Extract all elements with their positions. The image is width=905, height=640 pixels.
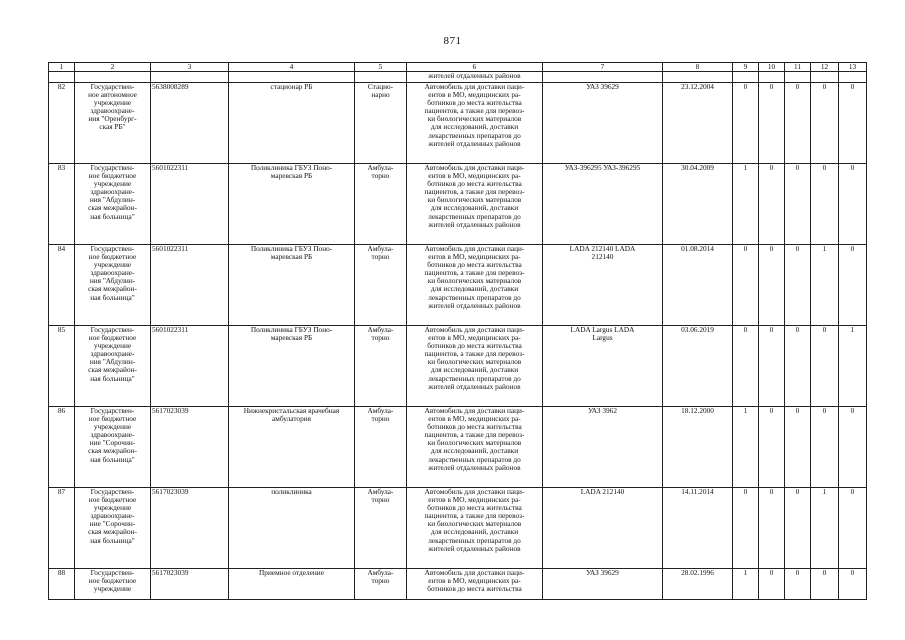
cell-organization: Государствен- ное бюджетное учреждение здравоохране- ние "Сорочин- ская межрайон- ная больница" xyxy=(75,488,151,569)
cell-col10: 0 xyxy=(759,488,785,569)
cell-col11: 0 xyxy=(785,83,811,164)
cell-number: 85 xyxy=(49,326,75,407)
cell-col10: 0 xyxy=(759,407,785,488)
cell-care-type: Амбула- торно xyxy=(355,245,407,326)
cell-organization: Государствен- ное бюджетное учреждение здравоохране- ния "Абдулин- ская межрайон- ная больница" xyxy=(75,326,151,407)
cell-col10: 0 xyxy=(759,569,785,600)
cell-care-type: Амбула- торно xyxy=(355,326,407,407)
cell-col13: 0 xyxy=(839,245,867,326)
table-row xyxy=(49,326,867,407)
cell-date: 01.08.2014 xyxy=(663,245,733,326)
cell-organization: Государствен- ное бюджетное учреждение xyxy=(75,569,151,600)
cell-unit: Приемное отделение xyxy=(229,569,355,600)
column-header: 3 xyxy=(151,63,229,72)
cell-purpose: Автомобиль для доставки паци- ентов в МО, медицинских ра- ботников до места жительства пациентов, а также для перевоз- ки биологических материалов для исследований, доставки лекарственных препаратов до жителей отдаленных районов xyxy=(407,83,543,164)
column-number-header xyxy=(49,63,867,72)
cell-col9: 1 xyxy=(733,164,759,245)
cell-col9: 1 xyxy=(733,407,759,488)
table-row xyxy=(49,407,867,488)
cell-col11: 0 xyxy=(785,569,811,600)
cell-col13: 0 xyxy=(839,407,867,488)
column-header: 4 xyxy=(229,63,355,72)
cell-inn: 5601022311 xyxy=(151,245,229,326)
table-row xyxy=(49,83,867,164)
table-row-continued xyxy=(49,72,867,83)
cell-col13: 0 xyxy=(839,488,867,569)
cell-col13: 1 xyxy=(839,326,867,407)
cell-unit: Поликлиника ГБУЗ Поно- маревская РБ xyxy=(229,326,355,407)
table-row xyxy=(49,164,867,245)
cell-date: 18.12.2000 xyxy=(663,407,733,488)
column-header: 9 xyxy=(733,63,759,72)
cell-organization: Государствен- ное бюджетное учреждение здравоохране- ние "Сорочин- ская межрайон- ная больница" xyxy=(75,407,151,488)
cell-care-type: Амбула- торно xyxy=(355,164,407,245)
cell-col10: 0 xyxy=(759,83,785,164)
cell-care-type: Амбула- торно xyxy=(355,569,407,600)
cell-vehicle: LADA Largus LADA Largus xyxy=(543,326,663,407)
cell-purpose: Автомобиль для доставки паци- ентов в МО, медицинских ра- ботников до места жительства пациентов, а также для перевоз- ки биологических материалов для исследований, доставки лекарственных препаратов до жителей отдаленных районов xyxy=(407,488,543,569)
cell-col10: 0 xyxy=(759,245,785,326)
cell-vehicle: УАЗ 39629 xyxy=(543,569,663,600)
cell-vehicle: УАЗ 3962 xyxy=(543,407,663,488)
cell-date: 03.06.2019 xyxy=(663,326,733,407)
table-row xyxy=(49,488,867,569)
cell-purpose: Автомобиль для доставки паци- ентов в МО, медицинских ра- ботников до места жительства пациентов, а также для перевоз- ки биологических материалов для исследований, доставки лекарственных препаратов до жителей отдаленных районов xyxy=(407,407,543,488)
cell-vehicle: УАЗ-396295 УАЗ-396295 xyxy=(543,164,663,245)
cell-col9: 0 xyxy=(733,83,759,164)
cell-col12: 0 xyxy=(811,407,839,488)
cell-unit: стационар РБ xyxy=(229,83,355,164)
cell-number: 84 xyxy=(49,245,75,326)
cell-col12: 0 xyxy=(811,326,839,407)
table-body xyxy=(49,63,867,600)
cell-vehicle: LADA 212140 LADA 212140 xyxy=(543,245,663,326)
cell-number: 88 xyxy=(49,569,75,600)
cell-col13: 0 xyxy=(839,569,867,600)
cell-col12: 0 xyxy=(811,83,839,164)
cell-col12: 1 xyxy=(811,488,839,569)
cell-date: 23.12.2004 xyxy=(663,83,733,164)
cell-organization: Государствен- ное автономное учреждение здравоохране- ния "Оренбург- ская РБ" xyxy=(75,83,151,164)
column-header: 6 xyxy=(407,63,543,72)
cell-col10: 0 xyxy=(759,164,785,245)
column-header: 13 xyxy=(839,63,867,72)
cell-col9: 0 xyxy=(733,326,759,407)
column-header: 1 xyxy=(49,63,75,72)
cell-col11: 0 xyxy=(785,245,811,326)
cell-col10: 0 xyxy=(759,326,785,407)
cell-organization: Государствен- ное бюджетное учреждение здравоохране- ния "Абдулин- ская межрайон- ная больница" xyxy=(75,245,151,326)
cell-date: 30.04.2009 xyxy=(663,164,733,245)
cell-inn: 5617023039 xyxy=(151,488,229,569)
cell-date: 28.02.1996 xyxy=(663,569,733,600)
cell-purpose: Автомобиль для доставки паци- ентов в МО, медицинских ра- ботников до места жительства пациентов, а также для перевоз- ки биологических материалов для исследований, доставки лекарственных препаратов до жителей отдаленных районов xyxy=(407,326,543,407)
cell-unit: поликлиника xyxy=(229,488,355,569)
table-row xyxy=(49,569,867,600)
cell-purpose: Автомобиль для доставки паци- ентов в МО, медицинских ра- ботников до места жительства xyxy=(407,569,543,600)
cell-care-type: Амбула- торно xyxy=(355,488,407,569)
page-number: 871 xyxy=(443,35,462,47)
cell-col12: 0 xyxy=(811,569,839,600)
column-header: 10 xyxy=(759,63,785,72)
cell-unit: Поликлиника ГБУЗ Поно- маревская РБ xyxy=(229,245,355,326)
cell-organization: Государствен- ное бюджетное учреждение здравоохране- ния "Абдулин- ская межрайон- ная больница" xyxy=(75,164,151,245)
cell-col9: 1 xyxy=(733,569,759,600)
cell-date: 14.11.2014 xyxy=(663,488,733,569)
cell-care-type: Стацио- нарно xyxy=(355,83,407,164)
cell-inn: 5601022311 xyxy=(151,164,229,245)
cell-vehicle: LADA 212140 xyxy=(543,488,663,569)
column-header: 11 xyxy=(785,63,811,72)
cell-col9: 0 xyxy=(733,488,759,569)
cell-purpose-tail: жителей отдаленных районов xyxy=(407,72,543,83)
cell-inn: 5601022311 xyxy=(151,326,229,407)
cell-vehicle: УАЗ 39629 xyxy=(543,83,663,164)
column-header: 8 xyxy=(663,63,733,72)
cell-col12: 0 xyxy=(811,164,839,245)
cell-inn: 5617023039 xyxy=(151,407,229,488)
cell-col13: 0 xyxy=(839,83,867,164)
cell-col11: 0 xyxy=(785,326,811,407)
cell-unit: Нижнекристальская врачебная амбулатория xyxy=(229,407,355,488)
cell-col11: 0 xyxy=(785,164,811,245)
column-header: 12 xyxy=(811,63,839,72)
cell-purpose: Автомобиль для доставки паци- ентов в МО, медицинских ра- ботников до места жительства пациентов, а также для перевоз- ки биологических материалов для исследований, доставки лекарственных препаратов до жителей отдаленных районов xyxy=(407,245,543,326)
column-header: 2 xyxy=(75,63,151,72)
cell-col11: 0 xyxy=(785,488,811,569)
vehicles-table xyxy=(48,62,867,600)
cell-purpose: Автомобиль для доставки паци- ентов в МО, медицинских ра- ботников до места жительства пациентов, а также для перевоз- ки биологических материалов для исследований, доставки лекарственных препаратов до жителей отдаленных районов xyxy=(407,164,543,245)
column-header: 5 xyxy=(355,63,407,72)
cell-number: 87 xyxy=(49,488,75,569)
table-row xyxy=(49,245,867,326)
cell-col9: 0 xyxy=(733,245,759,326)
cell-number: 83 xyxy=(49,164,75,245)
cell-number: 82 xyxy=(49,83,75,164)
cell-col11: 0 xyxy=(785,407,811,488)
cell-col13: 0 xyxy=(839,164,867,245)
cell-number: 86 xyxy=(49,407,75,488)
cell-col12: 1 xyxy=(811,245,839,326)
cell-inn: 5638008289 xyxy=(151,83,229,164)
cell-unit: Поликлиника ГБУЗ Поно- маревская РБ xyxy=(229,164,355,245)
cell-inn: 5617023039 xyxy=(151,569,229,600)
cell-care-type: Амбула- торно xyxy=(355,407,407,488)
column-header: 7 xyxy=(543,63,663,72)
